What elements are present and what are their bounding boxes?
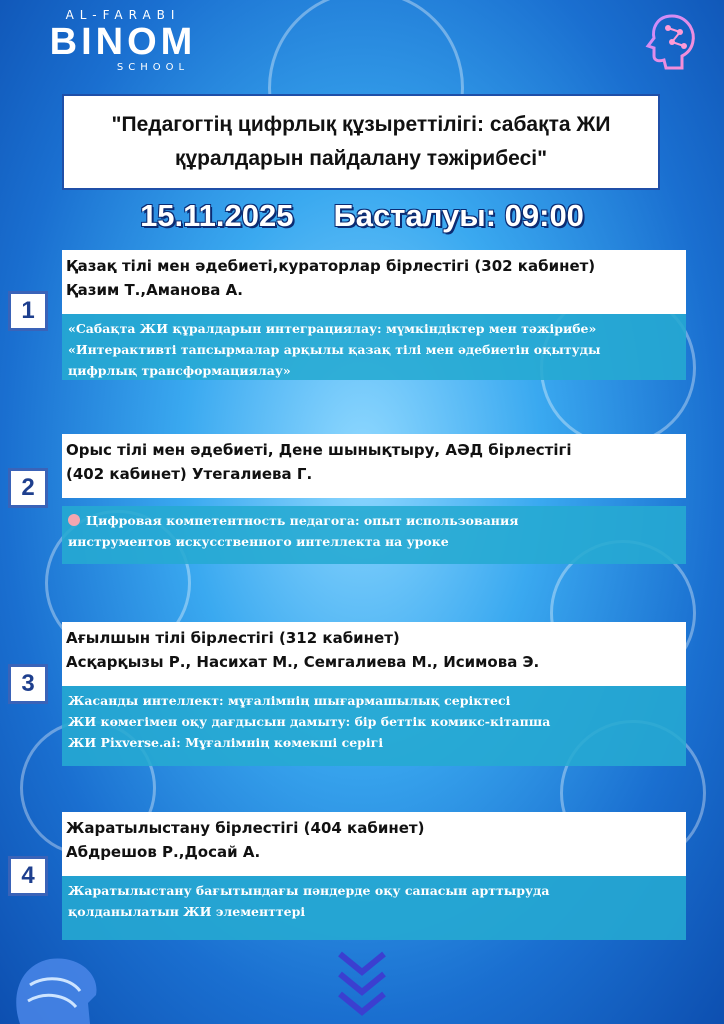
session-group-name: Орыс тілі мен әдебиеті, Дене шынықтыру, АӘД бірлестігі xyxy=(66,441,572,459)
session-header xyxy=(62,812,686,876)
session-speakers: (402 кабинет) Утегалиева Г. xyxy=(66,465,313,483)
title-line-2: құралдарын пайдалану тәжірибесі" xyxy=(174,147,548,170)
topic-line: инструментов искусственного интеллекта на уроке xyxy=(68,534,449,549)
start-time: Басталуы: 09:00 xyxy=(333,198,584,233)
topic-line: қолданылатын ЖИ элементтері xyxy=(68,904,306,919)
session-speakers: Асқарқызы Р., Насихат М., Семгалиева М., Исимова Э. xyxy=(66,653,540,671)
event-title xyxy=(64,96,658,188)
session-group-name: Қазақ тілі мен әдебиеті,кураторлар бірлестігі (302 кабинет) xyxy=(66,257,596,275)
session-header xyxy=(62,250,686,314)
pink-dot-icon xyxy=(68,514,80,526)
topic-line: «Сабақта ЖИ құралдарын интеграциялау: мүмкіндіктер мен тәжірибе» xyxy=(68,321,597,336)
date-start-line xyxy=(0,198,724,234)
session-speakers: Қазим Т.,Аманова А. xyxy=(66,281,243,299)
session-header xyxy=(62,434,686,498)
session-topics xyxy=(62,686,686,766)
ai-head-illustration xyxy=(0,925,110,1024)
ai-head-icon xyxy=(642,10,706,74)
session-header xyxy=(62,622,686,686)
session-number-badge: 1 xyxy=(8,291,48,331)
topic-line: ЖИ көмегімен оқу дағдысын дамыту: бір беттік комикс-кітапша xyxy=(68,714,551,729)
topic-line: Цифровая компетентность педагога: опыт использования xyxy=(86,513,519,528)
topic-line: «Интерактивті тапсырмалар арқылы қазақ тілі мен әдебиетін оқытуды xyxy=(68,342,601,357)
topic-line: Жаратылыстану бағытындағы пәндерде оқу сапасын арттыруда xyxy=(68,883,550,898)
school-logo xyxy=(28,8,218,73)
logo-main-text: BINOM xyxy=(49,21,197,63)
logo-bottom-text: SCHOOL xyxy=(116,62,190,73)
session-topics xyxy=(62,506,686,564)
session-group-name: Ағылшын тілі бірлестігі (312 кабинет) xyxy=(66,629,400,647)
session-topics xyxy=(62,314,686,380)
session-number-badge: 4 xyxy=(8,856,48,896)
topic-line: цифрлық трансформациялау» xyxy=(68,363,291,378)
logo-top-text: AL-FARABI xyxy=(65,8,181,22)
session-group-name: Жаратылыстану бірлестігі (404 кабинет) xyxy=(66,819,425,837)
topic-line: Жасанды интеллект: мұғалімнің шығармашылық серіктесі xyxy=(68,693,511,708)
session-number-badge: 3 xyxy=(8,664,48,704)
title-line-1: "Педагогтің цифрлық құзыреттілігі: сабақта ЖИ xyxy=(111,113,611,136)
chevron-down-icon xyxy=(336,948,388,1018)
event-date: 15.11.2025 xyxy=(140,198,294,233)
topic-line: ЖИ Pixverse.ai: Мұғалімнің көмекші серігі xyxy=(68,735,384,750)
session-number-badge: 2 xyxy=(8,468,48,508)
session-topics xyxy=(62,876,686,940)
session-speakers: Абдрешов Р.,Досай А. xyxy=(66,843,261,861)
